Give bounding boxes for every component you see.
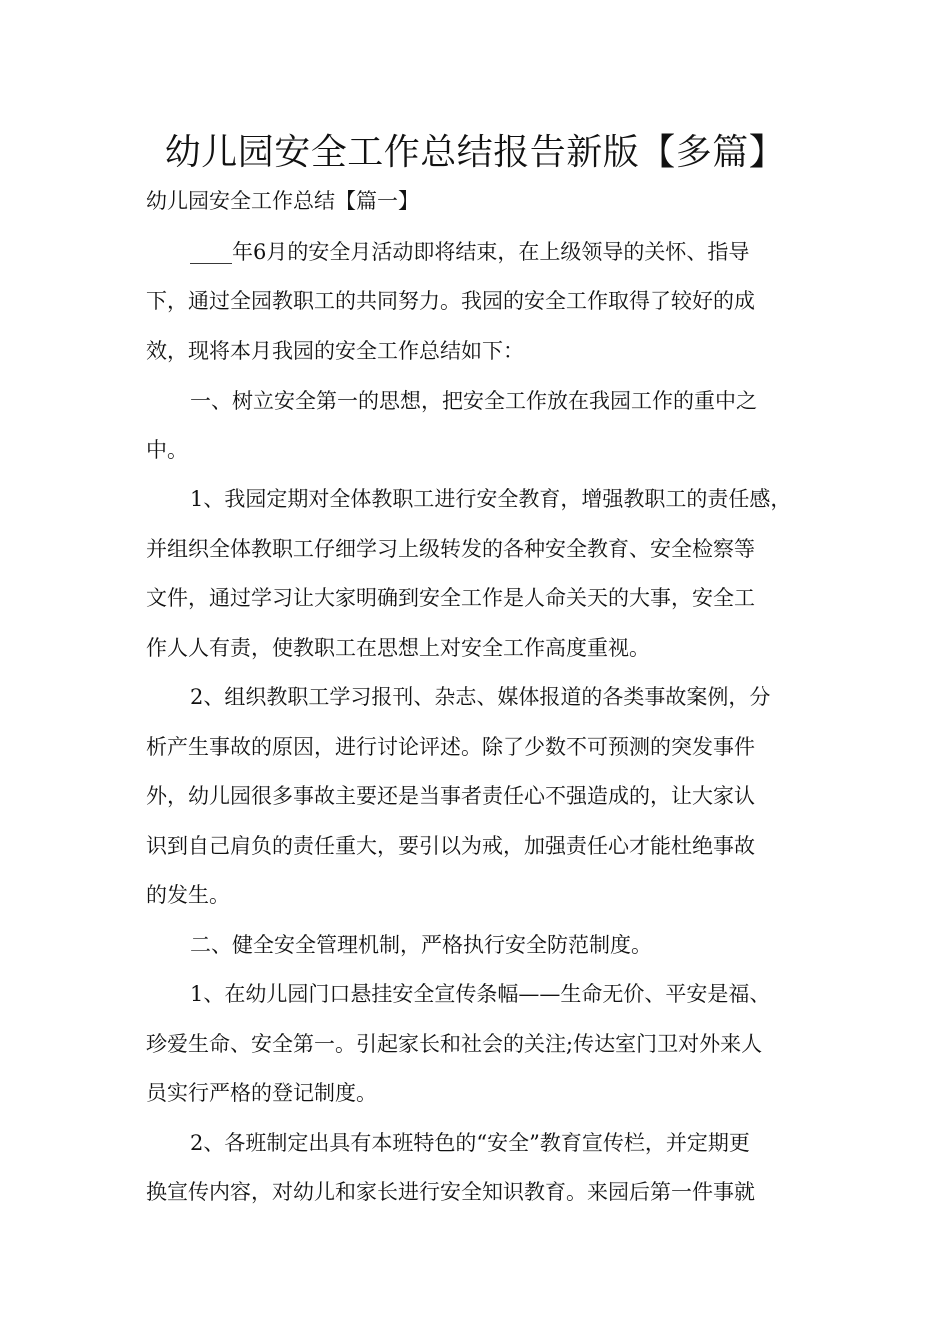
body-line: 二、健全安全管理机制，严格执行安全防范制度。	[190, 933, 652, 957]
body-line: ____年6月的安全月活动即将结束，在上级领导的关怀、指导	[190, 240, 750, 264]
body-line: 效，现将本月我园的安全工作总结如下：	[146, 339, 524, 363]
body-line: 作人人有责，使教职工在思想上对安全工作高度重视。	[146, 636, 650, 660]
body-line: 员实行严格的登记制度。	[146, 1081, 377, 1105]
section-subtitle: 幼儿园安全工作总结【篇一】	[146, 189, 419, 213]
body-line: 1、在幼儿园门口悬挂安全宣传条幅——生命无价、平安是福、	[190, 982, 771, 1006]
body-line: 的发生。	[146, 883, 230, 907]
body-line: 识到自己肩负的责任重大，要引以为戒，加强责任心才能杜绝事故	[146, 834, 755, 858]
document-title: 幼儿园安全工作总结报告新版【多篇】	[164, 132, 786, 173]
body-line: 外，幼儿园很多事故主要还是当事者责任心不强造成的，让大家认	[146, 784, 755, 808]
body-line: 2、各班制定出具有本班特色的“安全”教育宣传栏，并定期更	[190, 1131, 750, 1155]
body-line: 1、我园定期对全体教职工进行安全教育，增强教职工的责任感，	[190, 487, 792, 511]
body-line: 2、组织教职工学习报刊、杂志、媒体报道的各类事故案例，分	[190, 685, 771, 709]
body-line: 珍爱生命、安全第一。引起家长和社会的关注;传达室门卫对外来人	[146, 1032, 763, 1056]
body-line: 换宣传内容，对幼儿和家长进行安全知识教育。来园后第一件事就	[146, 1180, 755, 1204]
body-line: 文件，通过学习让大家明确到安全工作是人命关天的大事，安全工	[146, 586, 755, 610]
body-line: 中。	[146, 438, 188, 462]
body-line: 析产生事故的原因，进行讨论评述。除了少数不可预测的突发事件	[146, 735, 755, 759]
body-line: 下，通过全园教职工的共同努力。我园的安全工作取得了较好的成	[146, 289, 755, 313]
body-line: 并组织全体教职工仔细学习上级转发的各种安全教育、安全检察等	[146, 537, 755, 561]
body-line: 一、树立安全第一的思想，把安全工作放在我园工作的重中之	[190, 389, 757, 413]
